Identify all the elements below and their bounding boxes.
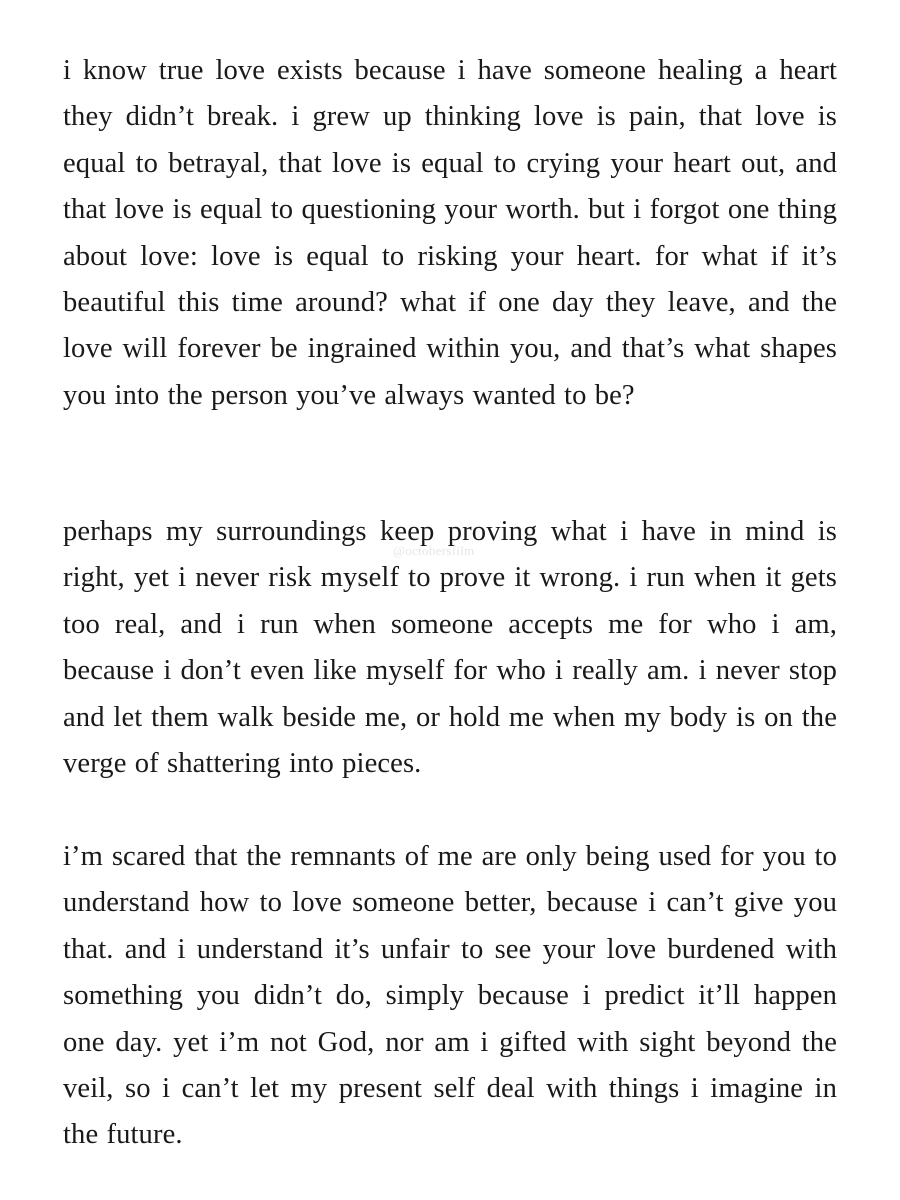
watermark-handle: @octobersfilm	[393, 543, 475, 558]
paragraph-3: i’m scared that the remnants of me are only being used for you to understand how to love someone better, because i can’t give you that. and i understand it’s unfair to see your love burdened with something you didn’t do, simply because i predict it’ll happen one day. yet i’m not God, nor am i gifted with sight beyond the veil, so i can’t let my present self deal with things i imagine in the future.	[63, 841, 837, 1151]
paragraph-1: i know true love exists because i have someone healing a heart they didn’t break. i grew up thinking love is pain, that love is equal to betrayal, that love is equal to crying your heart out, and that love is equal to questioning your worth. but i forgot one thing about love: love is equal to risking your heart. for what if it’s beautiful this time around? what if one day they leave, and the love will forever be ingrained within you, and that’s what shapes you into the person you’ve always wanted to be?	[63, 55, 837, 411]
paragraph-2: perhaps my surroundings keep proving what i have in mind is right, yet i never risk myself to prove it wrong. i run when it gets too real, and i run when someone accepts me for who i am, because i don’t even like myself for who i really am. i never stop and let them walk beside me, or hold me when my body is on the verge of shattering into pieces.	[63, 516, 837, 780]
